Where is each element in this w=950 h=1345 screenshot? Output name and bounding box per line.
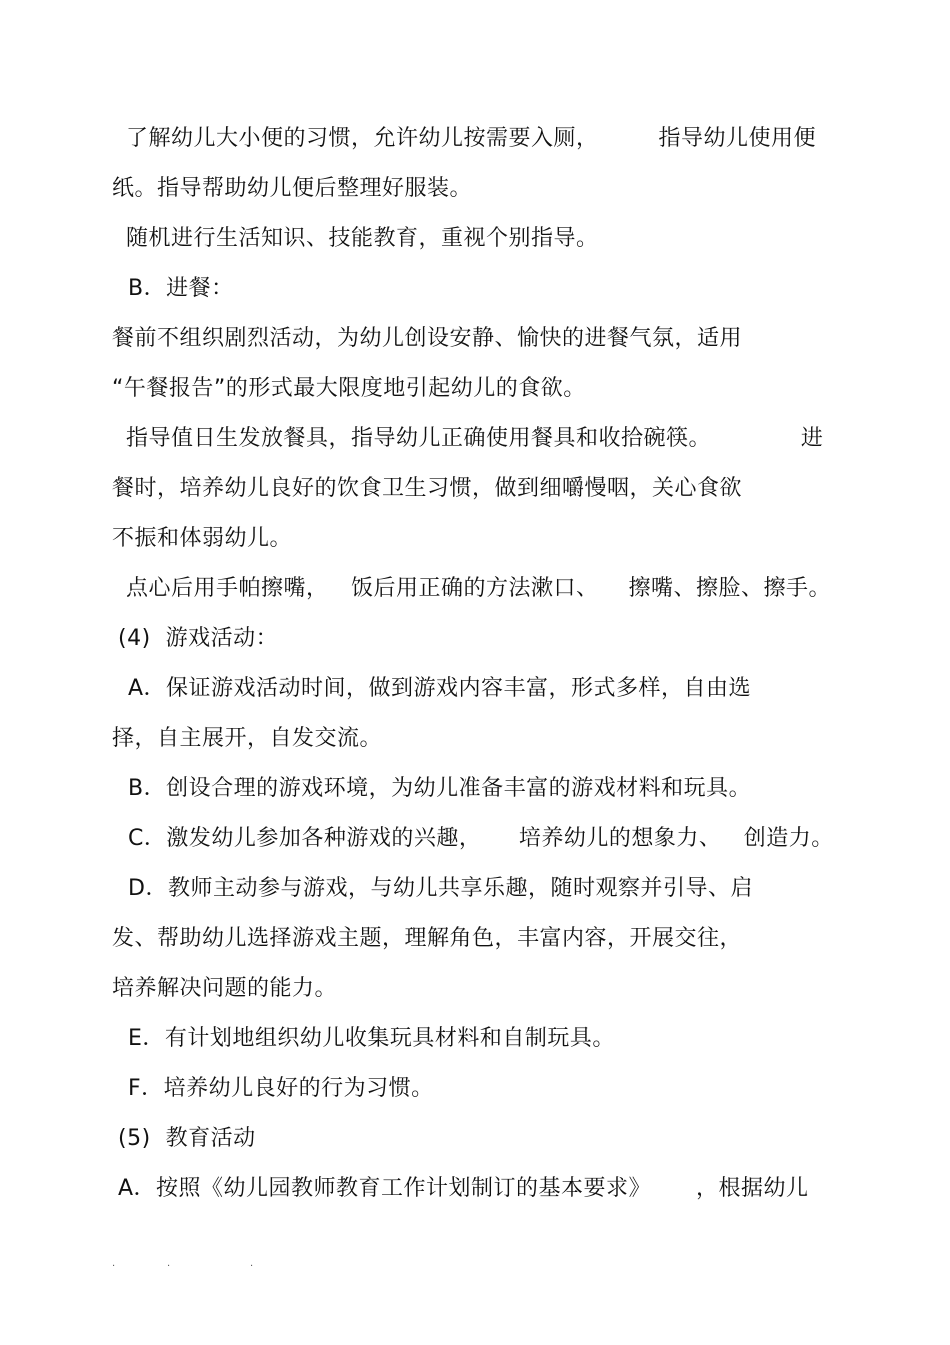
text-line-6: “午餐报告”的形式最大限度地引起幼儿的食欲。 (112, 376, 586, 401)
text-line-13: 择，自主展开，自发交流。 (112, 726, 383, 751)
text-line-19: E．有计划地组织幼儿收集玩具材料和自制玩具。 (128, 1026, 615, 1051)
footer-mark: . (250, 1258, 254, 1269)
text-line-3: 随机进行生活知识、技能教育，重视个别指导。 (126, 226, 599, 251)
text-line-12: A．保证游戏活动时间，做到游戏内容丰富，形式多样，自由选 (128, 676, 752, 701)
text-line-14: B．创设合理的游戏环境，为幼儿准备丰富的游戏材料和玩具。 (128, 776, 752, 801)
text-line-2: 纸。指导帮助幼儿便后整理好服装。 (112, 176, 473, 201)
footer-mark: . (112, 1258, 116, 1269)
text-line-18: 培养解决问题的能力。 (112, 976, 338, 1001)
text-line-15: C．激发幼儿参加各种游戏的兴趣， 培养幼儿的想象力、 创造力。 (128, 826, 834, 851)
section-heading-education: (5) 教育活动 (118, 1126, 256, 1151)
text-line-22: A．按照《幼儿园教师教育工作计划制订的基本要求》 ，根据幼儿 (118, 1176, 809, 1201)
text-line-9: 不振和体弱幼儿。 (112, 526, 293, 551)
text-line-16: D．教师主动参与游戏，与幼儿共享乐趣，随时观察并引导、启 (128, 876, 753, 901)
text-line-17: 发、帮助幼儿选择游戏主题，理解角色，丰富内容，开展交往， (112, 926, 743, 951)
text-line-1: 了解幼儿大小便的习惯，允许幼儿按需要入厕， 指导幼儿使用便 (126, 126, 816, 151)
text-line-7: 指导值日生发放餐具，指导幼儿正确使用餐具和收拾碗筷。 进 (126, 426, 824, 451)
text-line-4: B．进餐： (128, 276, 234, 301)
footer-mark: . (167, 1258, 171, 1269)
text-line-5: 餐前不组织剧烈活动，为幼儿创设安静、愉快的进餐气氛，适用 (112, 326, 743, 351)
text-line-20: F．培养幼儿良好的行为习惯。 (128, 1076, 434, 1101)
section-heading-games: (4) 游戏活动： (118, 626, 279, 651)
text-line-10: 点心后用手帕擦嘴， 饭后用正确的方法漱口、 擦嘴、擦脸、擦手。 (126, 576, 831, 601)
text-line-8: 餐时，培养幼儿良好的饮食卫生习惯，做到细嚼慢咽，关心食欲 (112, 476, 743, 501)
